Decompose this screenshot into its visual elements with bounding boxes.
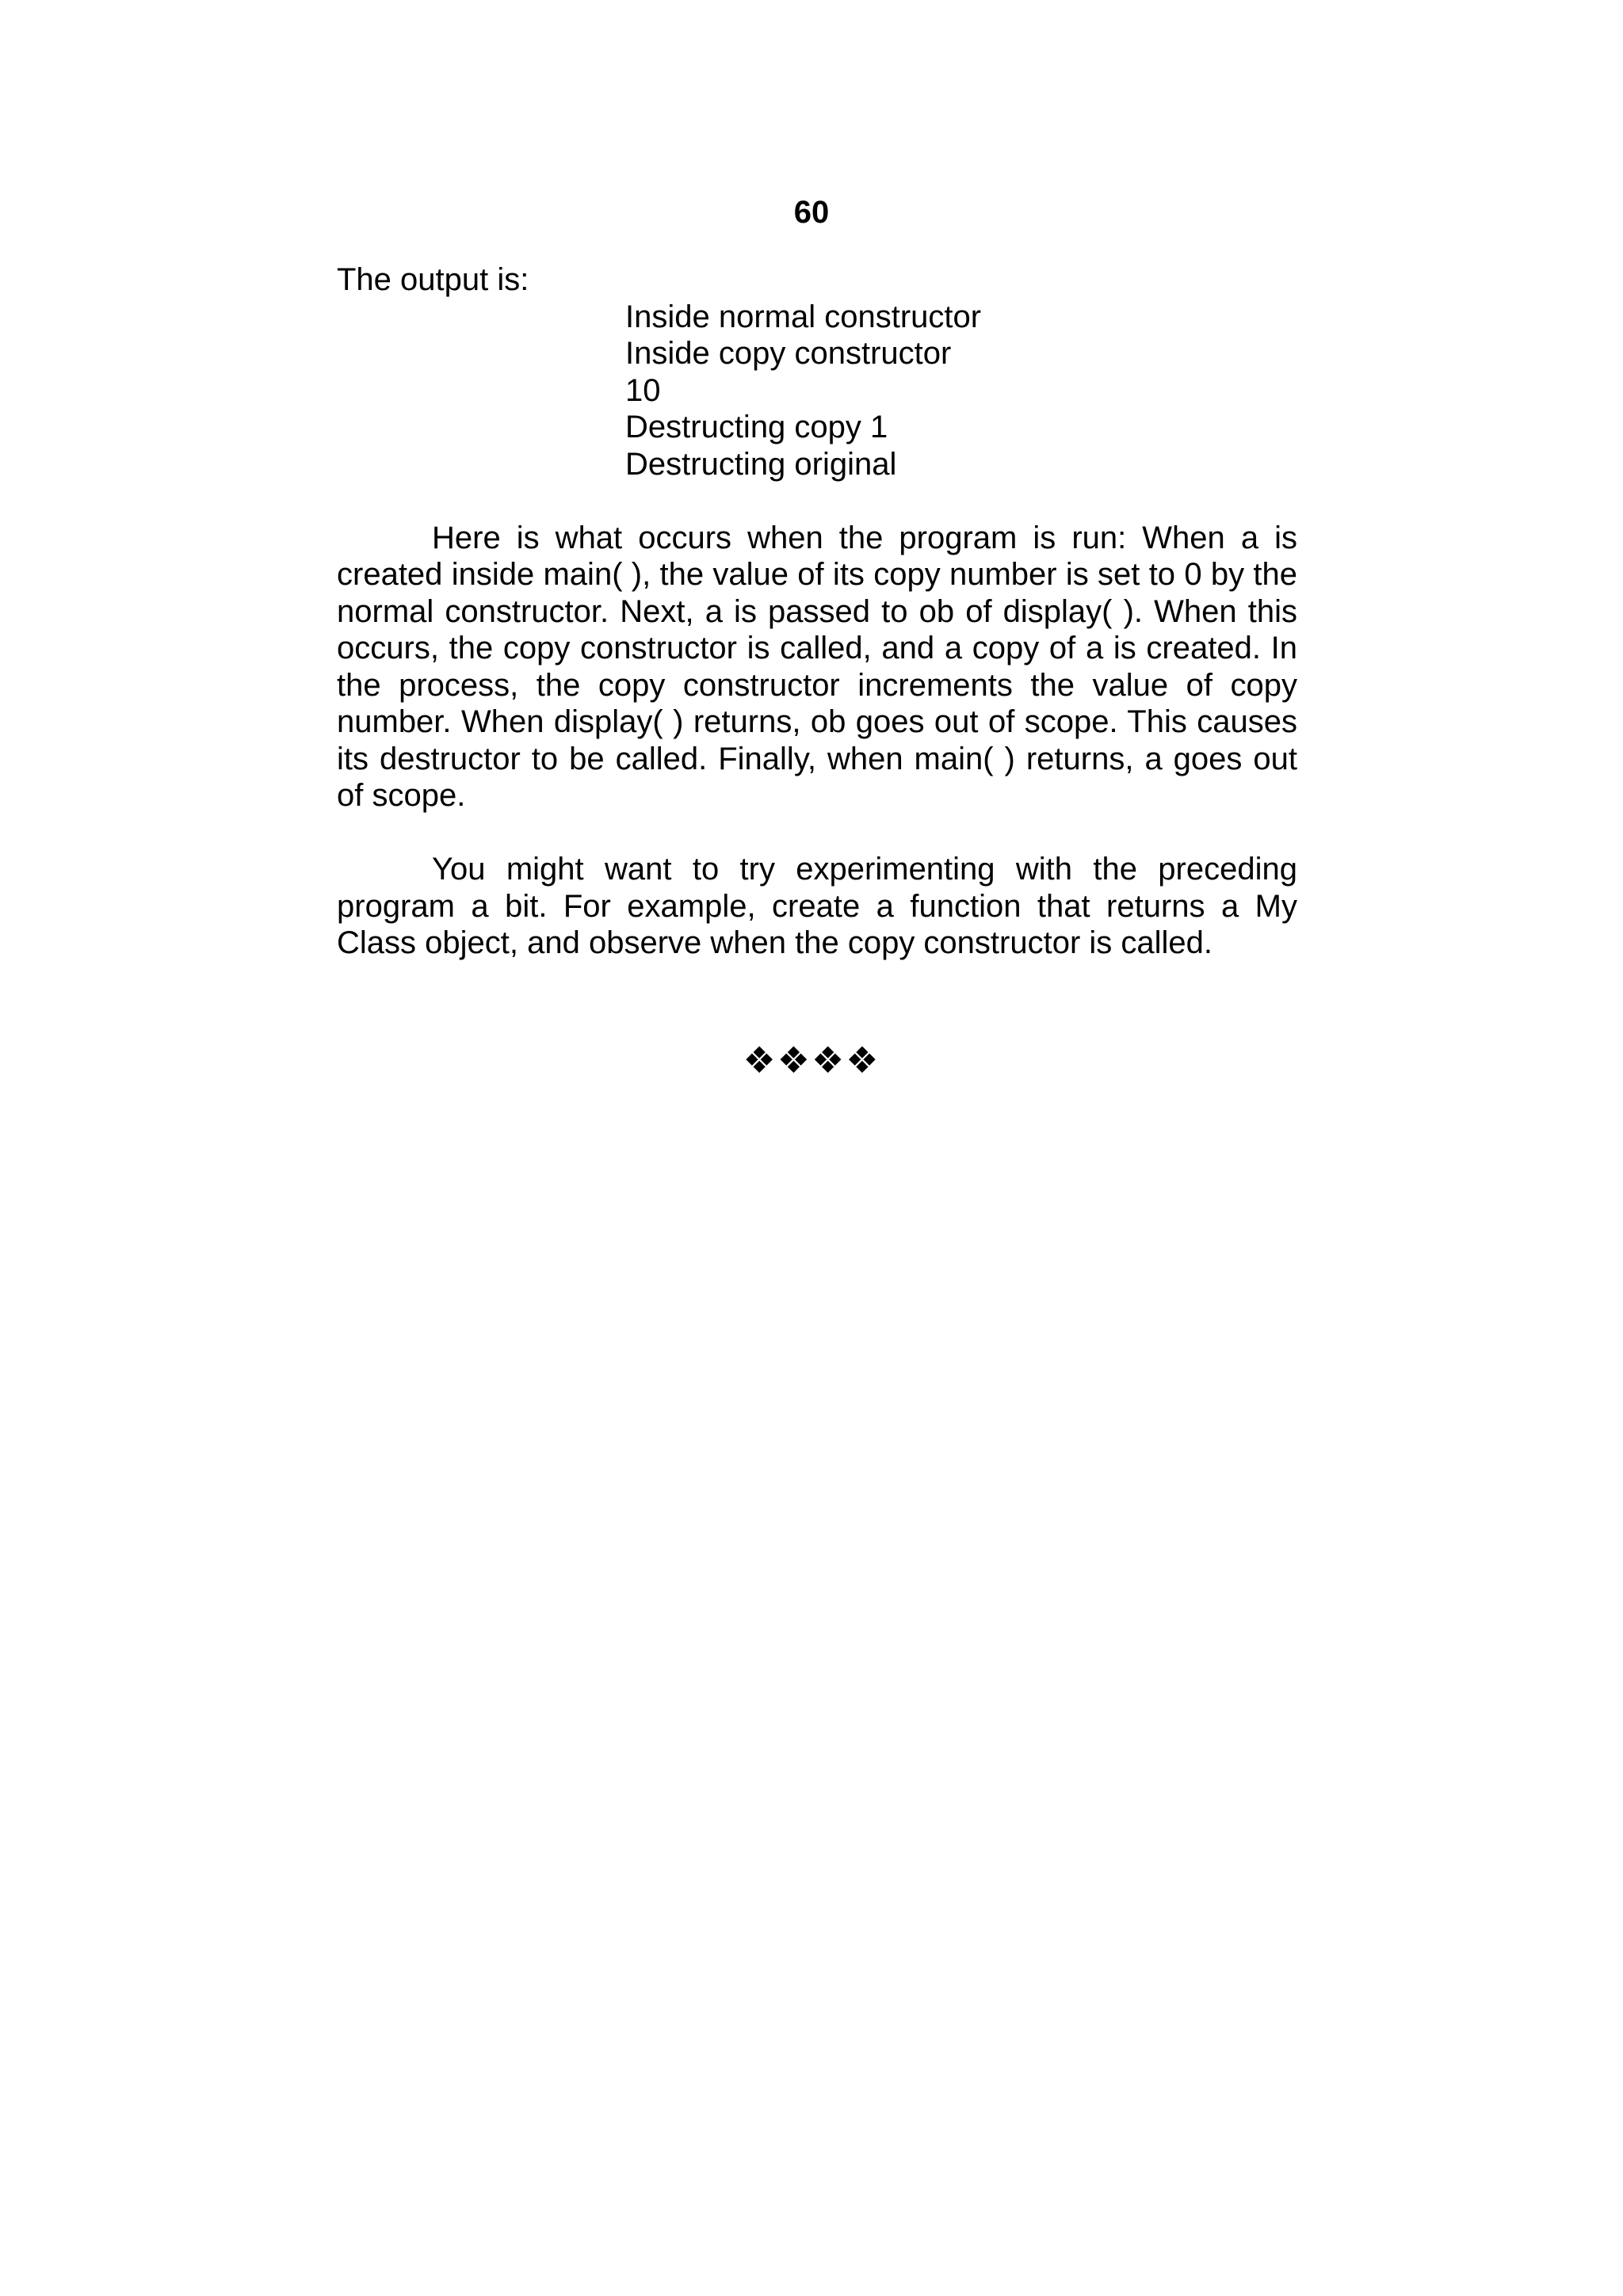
output-line: Inside normal constructor [625, 299, 982, 334]
output-line: Destructing original [625, 446, 897, 482]
page-number: 60 [793, 195, 830, 230]
program-output [625, 299, 1297, 483]
section-end-ornament-icon: ❖❖❖❖ [743, 1039, 880, 1081]
page-body [337, 261, 1297, 962]
output-line: Destructing copy 1 [625, 410, 888, 444]
explanation-paragraph: Here is what occurs when the program is run: When a is created inside main( ), the value of its copy number is set to 0 by the normal constructor. Next, a is passed to ob of display( ). When this occurs, the copy constructor is called, and a copy of a is created. In the process, the copy constructor increments the value of copy number. When display( ) returns, ob goes out of scope. This causes its destructor to be called. Finally, when main( ) returns, a goes out of scope. [337, 520, 1297, 813]
suggestion-paragraph: You might want to try experimenting with the preceding program a bit. For example, create a function that returns a My Class object, and observe when the copy constructor is called. [337, 852, 1297, 960]
output-line: Inside copy constructor [625, 336, 952, 371]
output-line: 10 [625, 372, 661, 408]
output-intro: The output is: [337, 262, 529, 297]
